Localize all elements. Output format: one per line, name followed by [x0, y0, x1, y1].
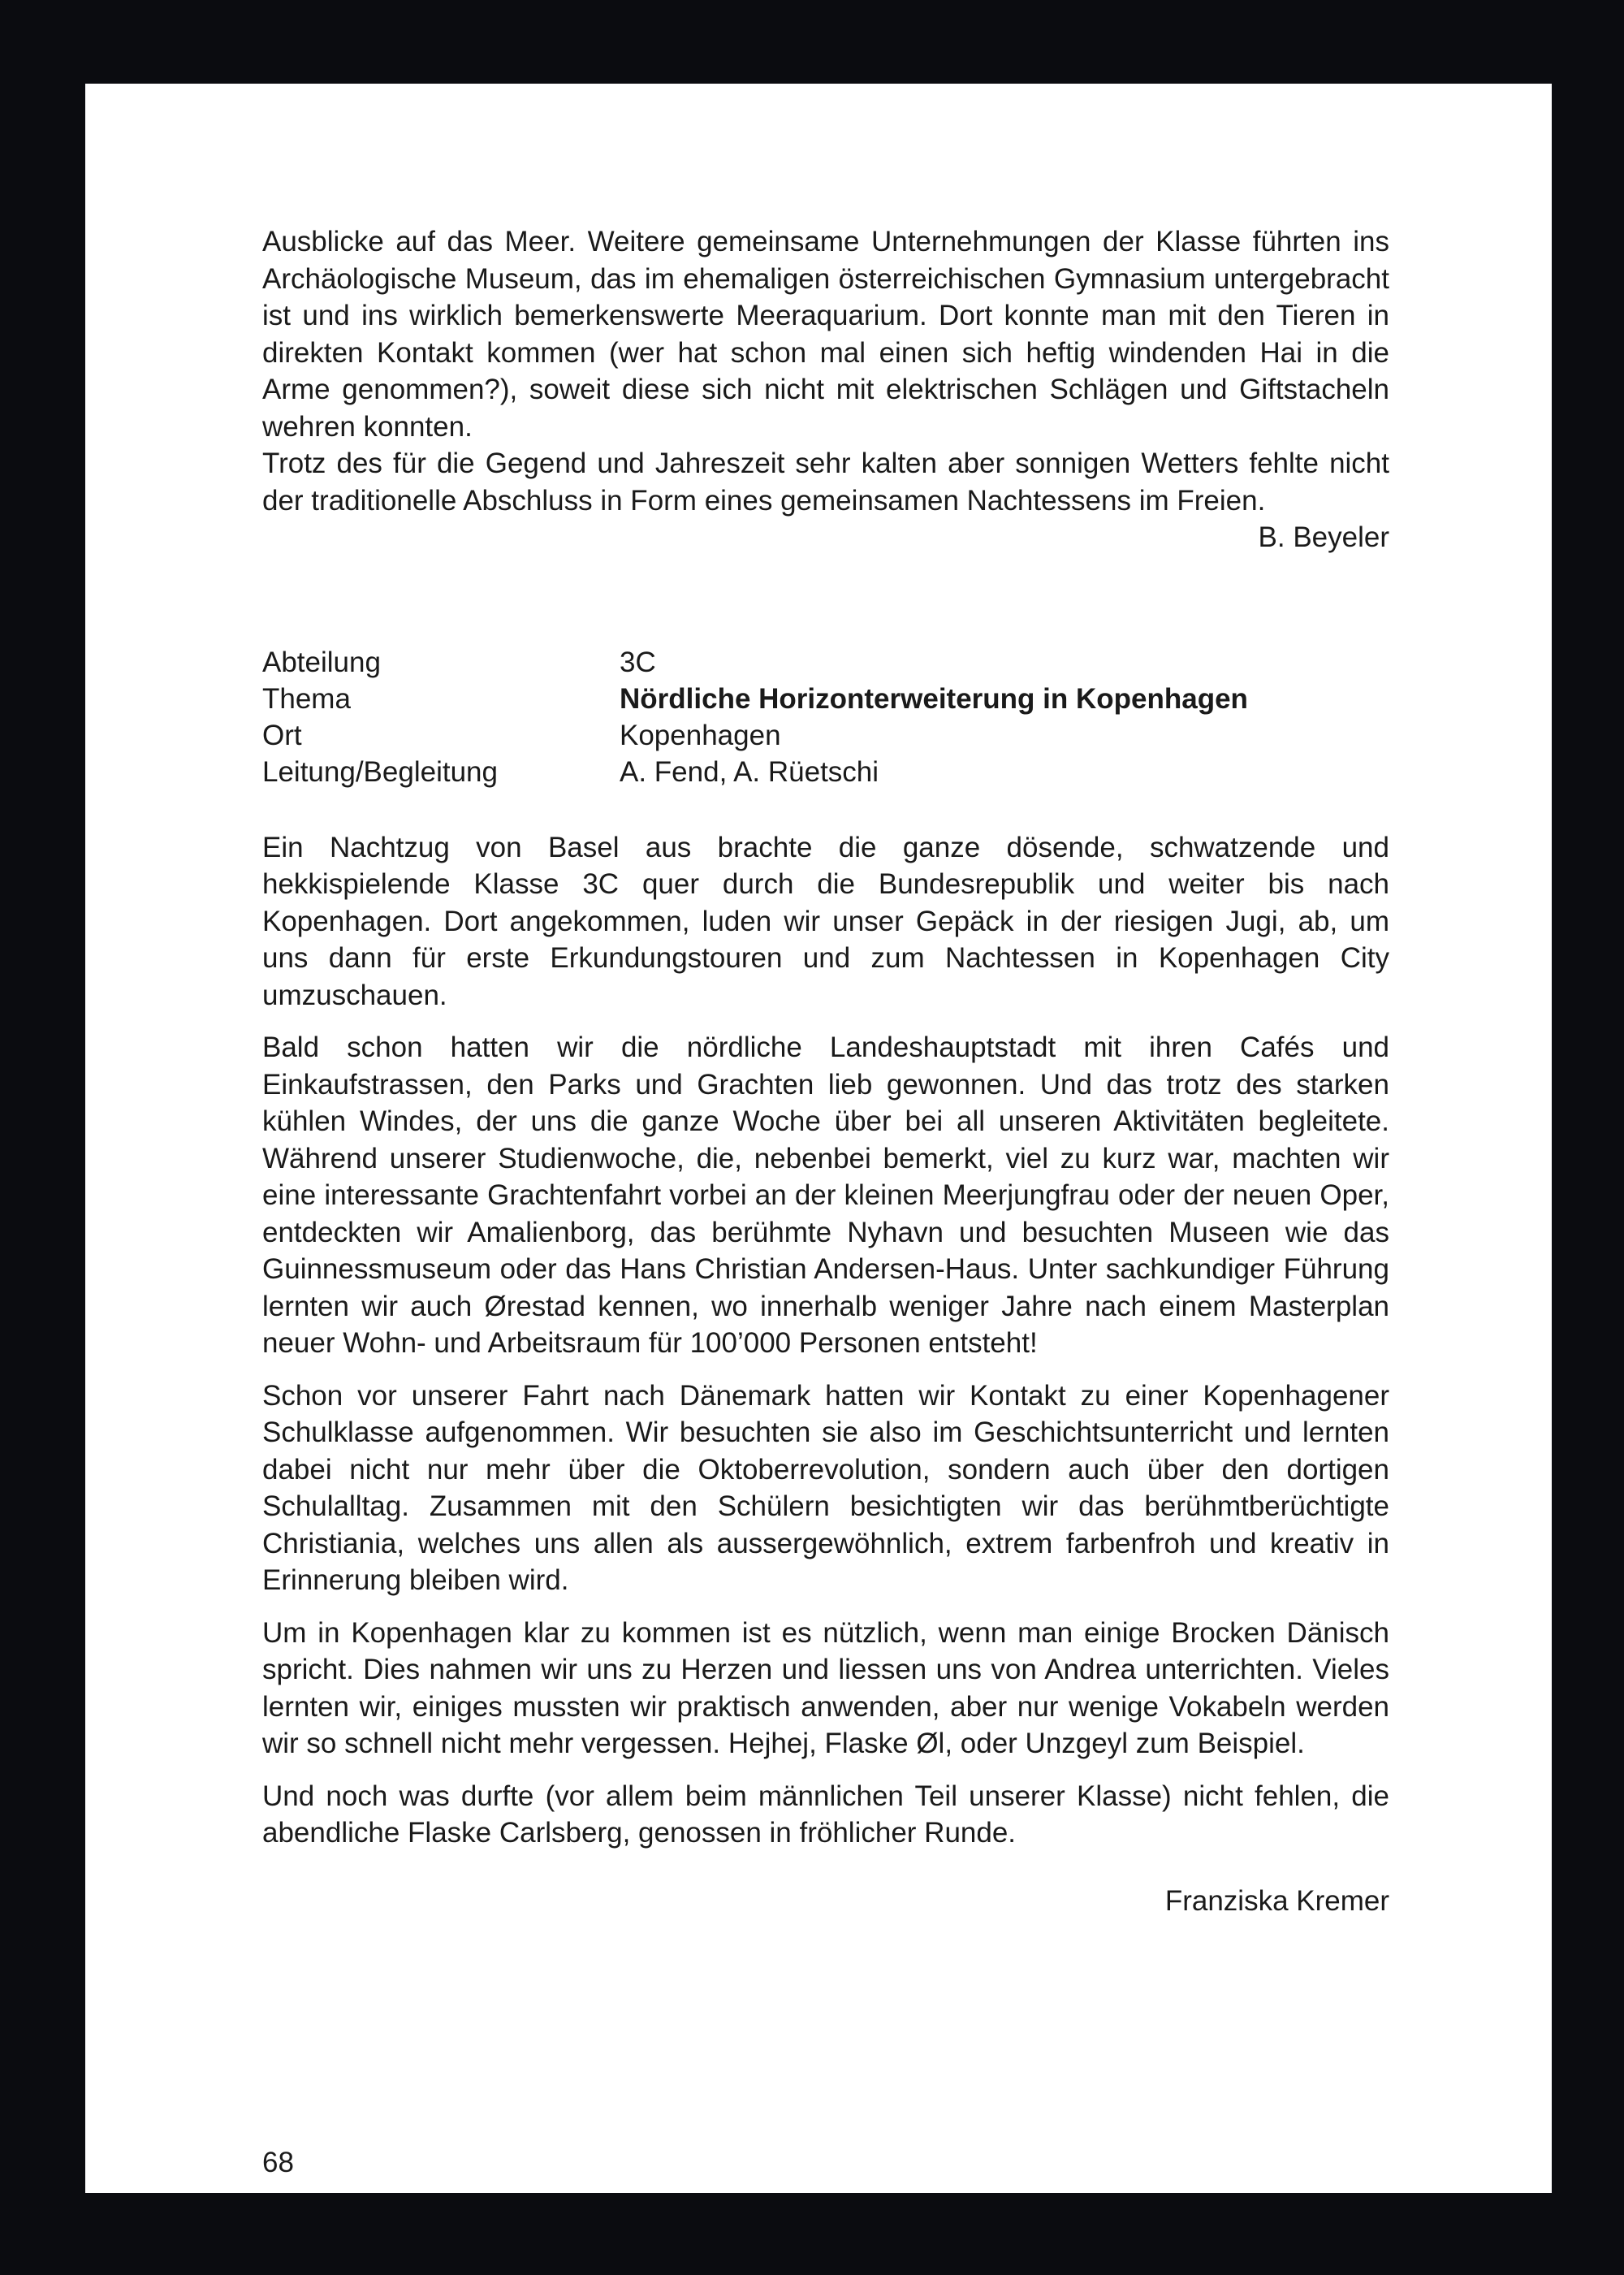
article2-author: Franziska Kremer: [1164, 1884, 1389, 1917]
article2-paragraph-5: Und noch was durfte (vor allem beim männlichen Teil unserer Klasse) nicht fehlen, die abendliche Flaske Carlsberg, genossen in fröhlicher Runde.: [262, 1780, 1389, 1849]
article2-paragraph-3: Schon vor unserer Fahrt nach Dänemark hatten wir Kontakt zu einer Kopenhagener Schulklasse aufgenommen. Wir besuchten sie also im Geschichtsunterricht und lernten dabei nicht nur mehr über die Oktoberrevolution, sondern auch über den dortigen Schulalltag. Zusammen mit den Schülern besichtigten wir das berühmtberüchtigte Christiania, welches uns allen als aussergewöhnlich, extrem farbenfroh und kreativ in Erinnerung bleiben wird.: [262, 1379, 1389, 1596]
article2-paragraph-2: Bald schon hatten wir die nördliche Landeshauptstadt mit ihren Cafés und Einkaufstrassen, den Parks und Grachten lieb gewonnen. Und das trotz des starken kühlen Windes, der uns die ganze Woche über bei all unseren Aktivitäten begleitete. Während unserer Studienwoche, die, nebenbei bemerkt, viel zu kurz war, machten wir eine interessante Grachtenfahrt vorbei an der kleinen Meerjungfrau oder der neuen Oper, entdeckten wir Amalienborg, das berühmte Nyhavn und besuchten Museen wie das Guinnessmuseum oder das Hans Christian Andersen-Haus. Unter sachkundiger Führung lernten wir auch Ørestad kennen, wo innerhalb weniger Jahre nach einem Masterplan neuer Wohn- und Arbeitsraum für 100’000 Personen entsteht!: [262, 1032, 1389, 1359]
page-content: [262, 223, 1389, 1919]
article1-paragraph-2: Trotz des für die Gegend und Jahreszeit sehr kalten aber sonnigen Wetters fehlte nicht der traditionelle Abschluss in Form eines gemeinsamen Nachtessens im Freien.: [262, 448, 1389, 517]
meta-value-thema: Nördliche Horizonterweiterung in Kopenhagen: [620, 682, 1248, 715]
page-number: 68: [262, 2147, 294, 2178]
meta-label-ort: Ort: [262, 719, 302, 751]
article1-paragraph-1: Ausblicke auf das Meer. Weitere gemeinsame Unternehmungen der Klasse führten ins Archäologische Museum, das im ehemaligen österreichischen Gymnasium untergebracht ist und ins wirklich bemerkenswerte Meeraquarium. Dort konnte man mit den Tieren in direkten Kontakt kommen (wer hat schon mal einen sich heftig windenden Hai in die Arme genommen?), soweit diese sich nicht mit elektrischen Schlägen und Giftstacheln wehren konnten.: [262, 226, 1389, 443]
document-page: [85, 84, 1552, 2193]
meta-value-abteilung: 3C: [620, 646, 656, 678]
meta-label-thema: Thema: [262, 682, 351, 715]
article2-metadata: [262, 644, 1389, 790]
meta-label-leitung: Leitung/Begleitung: [262, 755, 498, 788]
article1-author: B. Beyeler: [1258, 521, 1389, 553]
article2-paragraph-4: Um in Kopenhagen klar zu kommen ist es nützlich, wenn man einige Brocken Dänisch spricht. Dies nahmen wir uns zu Herzen und liessen uns von Andrea unterrichten. Vieles lernten wir, einiges mussten wir praktisch anwenden, aber nur wenige Vokabeln werden wir so schnell nicht mehr vergessen. Hejhej, Flaske Øl, oder Unzgeyl zum Beispiel.: [262, 1616, 1389, 1759]
meta-value-ort: Kopenhagen: [620, 719, 781, 751]
article2-paragraph-1: Ein Nachtzug von Basel aus brachte die ganze dösende, schwatzende und hekkispielende Klasse 3C quer durch die Bundesrepublik und weiter bis nach Kopenhagen. Dort angekommen, luden wir unser Gepäck in der riesigen Jugi, ab, um uns dann für erste Erkundungstouren und zum Nachtessen in Kopenhagen City umzuschauen.: [262, 831, 1389, 1011]
meta-value-leitung: A. Fend, A. Rüetschi: [620, 755, 879, 788]
meta-label-abteilung: Abteilung: [262, 646, 381, 678]
